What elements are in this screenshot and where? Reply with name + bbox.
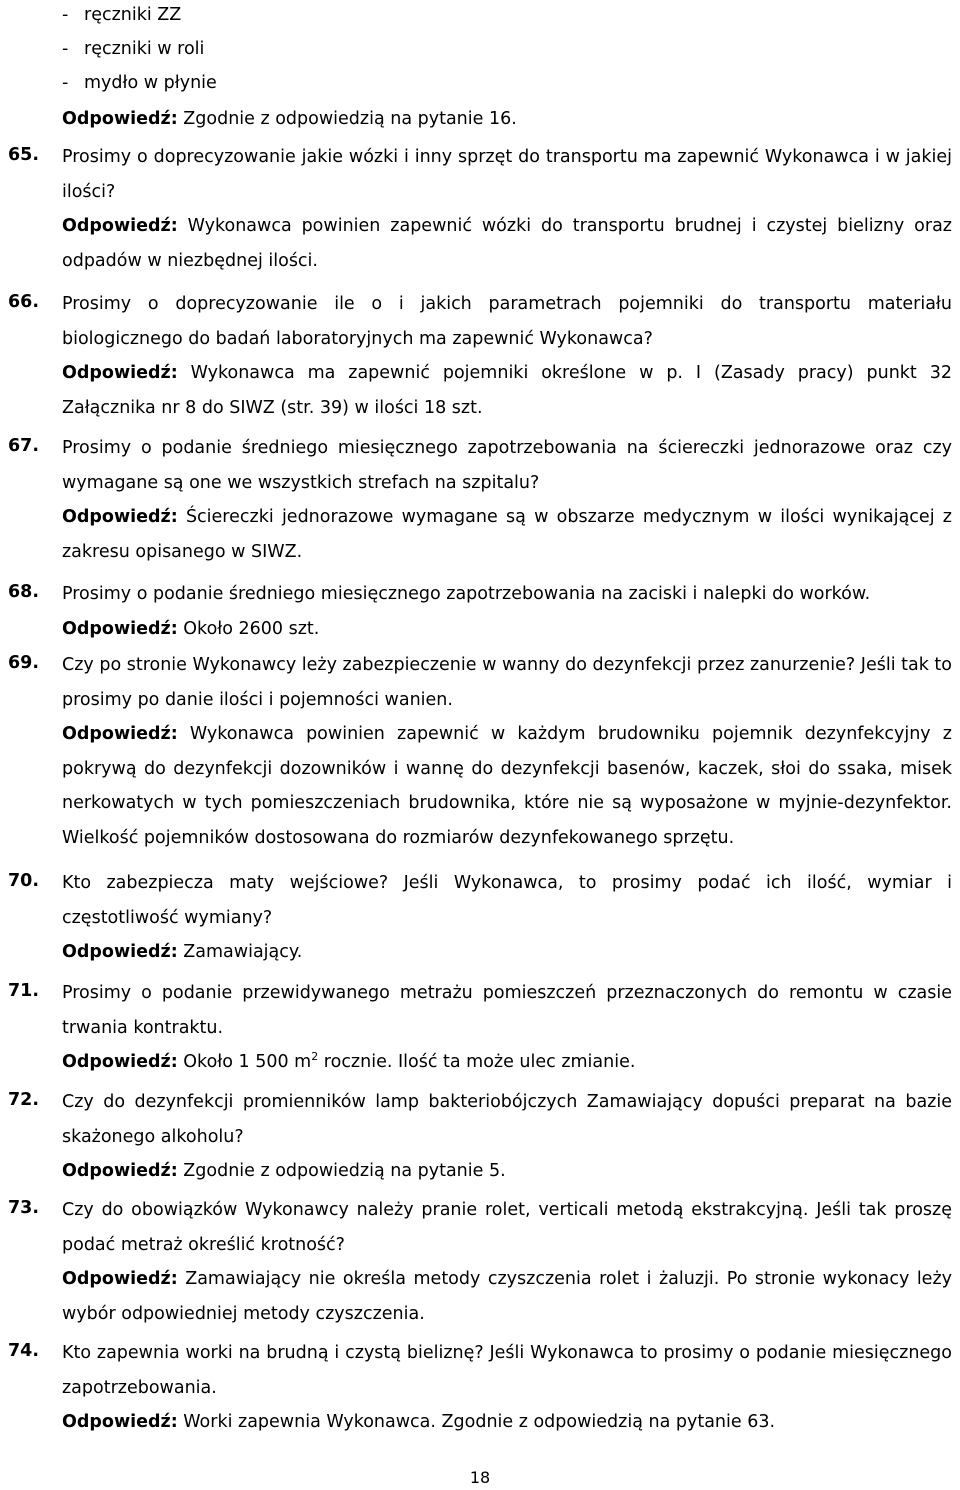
question-text: Czy do dezynfekcji promienników lamp bakteriobójczych Zamawiający dopuści preparat na bazie skażonego alkoholu? bbox=[62, 1092, 952, 1147]
question-number: 65. bbox=[8, 145, 40, 165]
answer: Odpowiedź: Zamawiający. bbox=[62, 942, 303, 962]
answer: Odpowiedź: Zgodnie z odpowiedzią na pytanie 5. bbox=[62, 1161, 506, 1181]
bullet-list bbox=[62, 0, 942, 102]
question-text: Prosimy o podanie średniego miesięcznego zapotrzebowania na ściereczki jednorazowe oraz czy wymagane są one we wszystkich strefach na szpitalu? bbox=[62, 438, 952, 493]
answer: Odpowiedź: Około 1 500 $m^2$ rocznie. Ilość ta może ulec zmianie. bbox=[62, 1050, 636, 1072]
question-number: 70. bbox=[8, 871, 40, 891]
question-number: 67. bbox=[8, 436, 40, 456]
question-number: 66. bbox=[8, 292, 40, 312]
page-number: 18 bbox=[469, 1468, 491, 1487]
answer-to-previous bbox=[62, 104, 517, 134]
question-text: Czy po stronie Wykonawcy leży zabezpieczenie w wanny do dezynfekcji przez zanurzenie? Jeśli tak to prosimy po danie ilości i pojemności wanien. bbox=[62, 655, 952, 710]
question-text: Prosimy o doprecyzowanie jakie wózki i inny sprzęt do transportu ma zapewnić Wykonawca i w jakiej ilości? bbox=[62, 147, 952, 202]
question-number: 69. bbox=[8, 653, 40, 673]
question-text: Kto zapewnia worki na brudną i czystą bieliznę? Jeśli Wykonawca to prosimy o podanie miesięcznego zapotrzebowania. bbox=[62, 1343, 952, 1398]
question-number: 71. bbox=[8, 981, 40, 1001]
question-number: 73. bbox=[8, 1198, 40, 1218]
answer: Odpowiedź: Zamawiający nie określa metody czyszczenia rolet i żaluzji. Po stronie wykonacy leży wybór odpowiedniej metody czyszczenia. bbox=[62, 1269, 952, 1324]
answer: Odpowiedź: Około 2600 szt. bbox=[62, 618, 320, 639]
question-number: 68. bbox=[8, 582, 40, 602]
list-item: - ręczniki ZZ bbox=[62, 5, 182, 25]
question-number: 72. bbox=[8, 1090, 40, 1110]
answer: Odpowiedź: Wykonawca powinien zapewnić w każdym brudowniku pojemnik dezynfekcyjny z pokrywą do dezynfekcji dozowników i wannę do dezynfekcji basenów, kaczek, słoi do ssaka, misek nerkowatych w tych pomieszczeniach brudownika, które nie są wyposażone w myjnie-dezynfektor. Wielkość pojemników dostosowana do rozmiarów dezynfekowanego sprzętu. bbox=[62, 724, 952, 848]
answer: Odpowiedź: Ściereczki jednorazowe wymagane są w obszarze medycznym w ilości wynikającej z zakresu opisanego w SIWZ. bbox=[62, 507, 952, 562]
list-item: - mydło w płynie bbox=[62, 73, 217, 93]
answer-text: Zgodnie z odpowiedzią na pytanie 16. bbox=[183, 109, 517, 129]
question-text: Czy do obowiązków Wykonawcy należy pranie rolet, verticali metodą ekstrakcyjną. Jeśli tak proszę podać metraż określić krotność? bbox=[62, 1200, 952, 1255]
answer: Odpowiedź: Worki zapewnia Wykonawca. Zgodnie z odpowiedzią na pytanie 63. bbox=[62, 1412, 776, 1432]
answer: Odpowiedź: Wykonawca ma zapewnić pojemniki określone w p. I (Zasady pracy) punkt 32 Załącznika nr 8 do SIWZ (str. 39) w ilości 18 szt. bbox=[62, 363, 952, 418]
question-text: Prosimy o podanie przewidywanego metrażu pomieszczeń przeznaczonych do remontu w czasie trwania kontraktu. bbox=[62, 983, 952, 1038]
question-number: 74. bbox=[8, 1341, 40, 1361]
answer: Odpowiedź: Wykonawca powinien zapewnić wózki do transportu brudnej i czystej bielizny oraz odpadów w niezbędnej ilości. bbox=[62, 216, 952, 271]
answer-label: Odpowiedź: bbox=[62, 109, 178, 129]
question-text: Kto zabezpiecza maty wejściowe? Jeśli Wykonawca, to prosimy podać ich ilość, wymiar i częstotliwość wymiany? bbox=[62, 873, 952, 928]
list-item: - ręczniki w roli bbox=[62, 39, 205, 59]
question-text: Prosimy o podanie średniego miesięcznego zapotrzebowania na zaciski i nalepki do worków. bbox=[62, 584, 871, 604]
question-text: Prosimy o doprecyzowanie ile o i jakich parametrach pojemniki do transportu materiału biologicznego do badań laboratoryjnych ma zapewnić Wykonawca? bbox=[62, 294, 952, 349]
